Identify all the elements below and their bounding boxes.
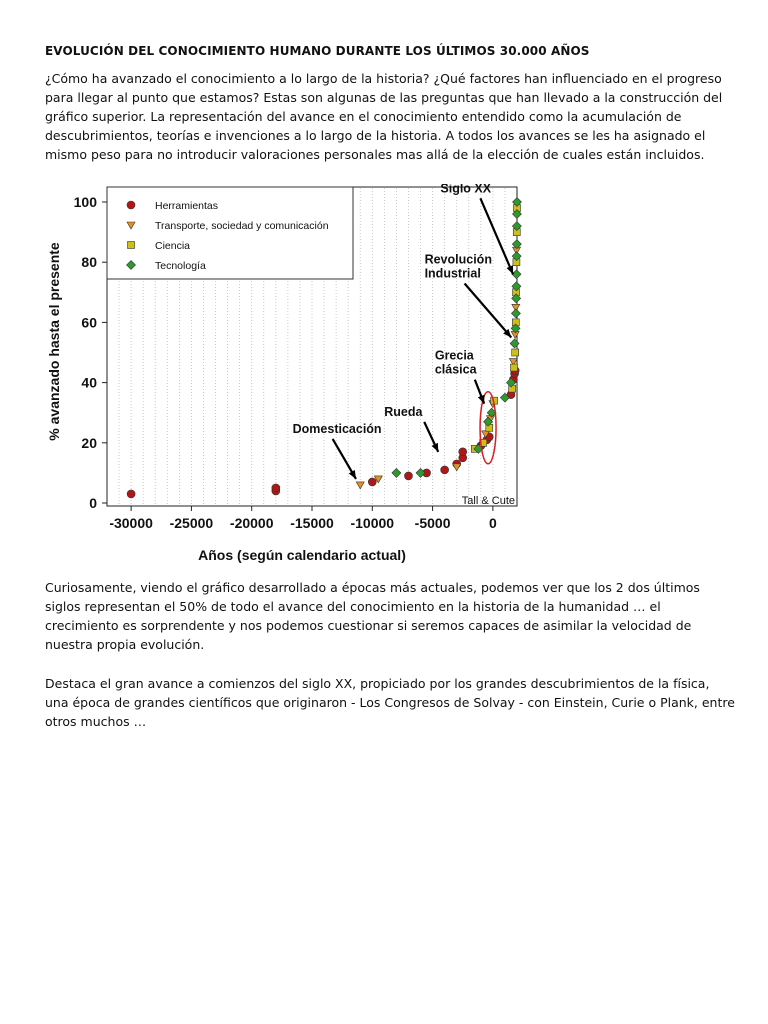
y-tick-label: 80	[81, 254, 97, 271]
data-point	[512, 270, 521, 279]
data-point	[356, 482, 364, 489]
data-point	[392, 468, 401, 477]
data-point	[510, 339, 519, 348]
x-tick-label: -10000	[350, 515, 395, 531]
annotation-line: Rueda	[384, 404, 423, 419]
annotation-arrow	[465, 283, 512, 337]
y-axis-label: % avanzado hasta el presente	[46, 242, 62, 441]
annotation-label	[435, 349, 478, 377]
chart-credit: Tall & Cute	[461, 495, 515, 507]
x-tick-label: -25000	[169, 515, 214, 531]
data-point	[127, 490, 135, 498]
y-tick-label: 20	[81, 434, 97, 451]
conclusion-block-2	[45, 674, 735, 731]
annotation-label	[384, 405, 423, 419]
paragraph-solvay: Destaca el gran avance a comienzos del siglo XX, propiciado por los grandes descubrimientos de la física, una época de grandes científicos que originaron - Los Congresos de Solvay - con Einstein, Curie o Plank, entre otros muchos …	[45, 676, 735, 729]
y-tick-label: 100	[73, 194, 97, 210]
annotation-line: Siglo XX	[440, 184, 492, 196]
legend-label: Transporte, sociedad y comunicación	[155, 220, 329, 232]
x-tick-label: 0	[488, 515, 497, 531]
legend-box	[107, 187, 353, 279]
legend-label: Tecnología	[155, 260, 206, 272]
chart-legend	[107, 187, 353, 279]
knowledge-chart	[45, 184, 525, 576]
data-point	[512, 349, 519, 356]
y-tick-label: 60	[81, 314, 97, 331]
y-tick-label: 0	[89, 495, 97, 511]
annotation-label	[293, 422, 382, 436]
legend-label: Ciencia	[155, 240, 191, 252]
data-point	[453, 464, 461, 471]
data-point	[404, 472, 412, 480]
annotation-arrowhead	[478, 395, 485, 404]
data-point	[368, 478, 376, 486]
document-title: EVOLUCIÓN DEL CONOCIMIENTO HUMANO DURANTE LOS ÚLTIMOS 30.000 AÑOS	[45, 44, 590, 58]
x-tick-label: -15000	[290, 515, 334, 531]
data-point	[511, 309, 520, 318]
legend-marker	[128, 242, 135, 249]
legend-marker	[127, 201, 135, 209]
intro-paragraph: ¿Cómo ha avanzado el conocimiento a lo largo de la historia? ¿Qué factores han influenciado en el progreso para llegar al punto que estamos? Estas son algunas de las preguntas que han llevado a la construcción del gráfico superior. La representación del avance en el conocimiento entendido como la acumulación de descubrimientos, teorías e invenciones a lo largo de la historia. A todos los avances se les ha asignado el mismo peso para no introducir valoraciones personales mas allá de la elección de cuales están incluidos.	[45, 71, 723, 162]
annotation-line: Domesticación	[292, 421, 382, 436]
legend-label: Herramientas	[155, 200, 219, 212]
document-body	[45, 44, 735, 164]
y-tick-label: 40	[81, 374, 97, 391]
annotation-label	[425, 252, 492, 280]
conclusion-block-1	[45, 578, 735, 654]
data-point	[459, 448, 467, 456]
data-point	[510, 364, 517, 371]
annotation-line: Revolución	[424, 252, 492, 267]
annotation-line: clásica	[434, 362, 477, 377]
x-axis-label: Años (según calendario actual)	[198, 547, 406, 563]
x-tick-label: -30000	[109, 515, 153, 531]
annotation-label	[440, 184, 491, 195]
annotation-line: Grecia	[434, 348, 474, 363]
x-tick-label: -20000	[229, 515, 274, 531]
data-point	[272, 484, 280, 492]
data-point	[441, 466, 449, 474]
chart-svg	[45, 184, 525, 576]
paragraph-growth: Curiosamente, viendo el gráfico desarrollado a épocas más actuales, podemos ver que los 2 dos últimos siglos representan el 50% de todo el avance del conocimiento en la historia de la humanidad … el crecimiento es sorprendente y nos podemos cuestionar si seremos capaces de asimilar la velocidad de nuestra propia evolución.	[45, 580, 700, 652]
x-tick-label: -5000	[414, 515, 451, 531]
annotation-line: Industrial	[424, 266, 481, 281]
